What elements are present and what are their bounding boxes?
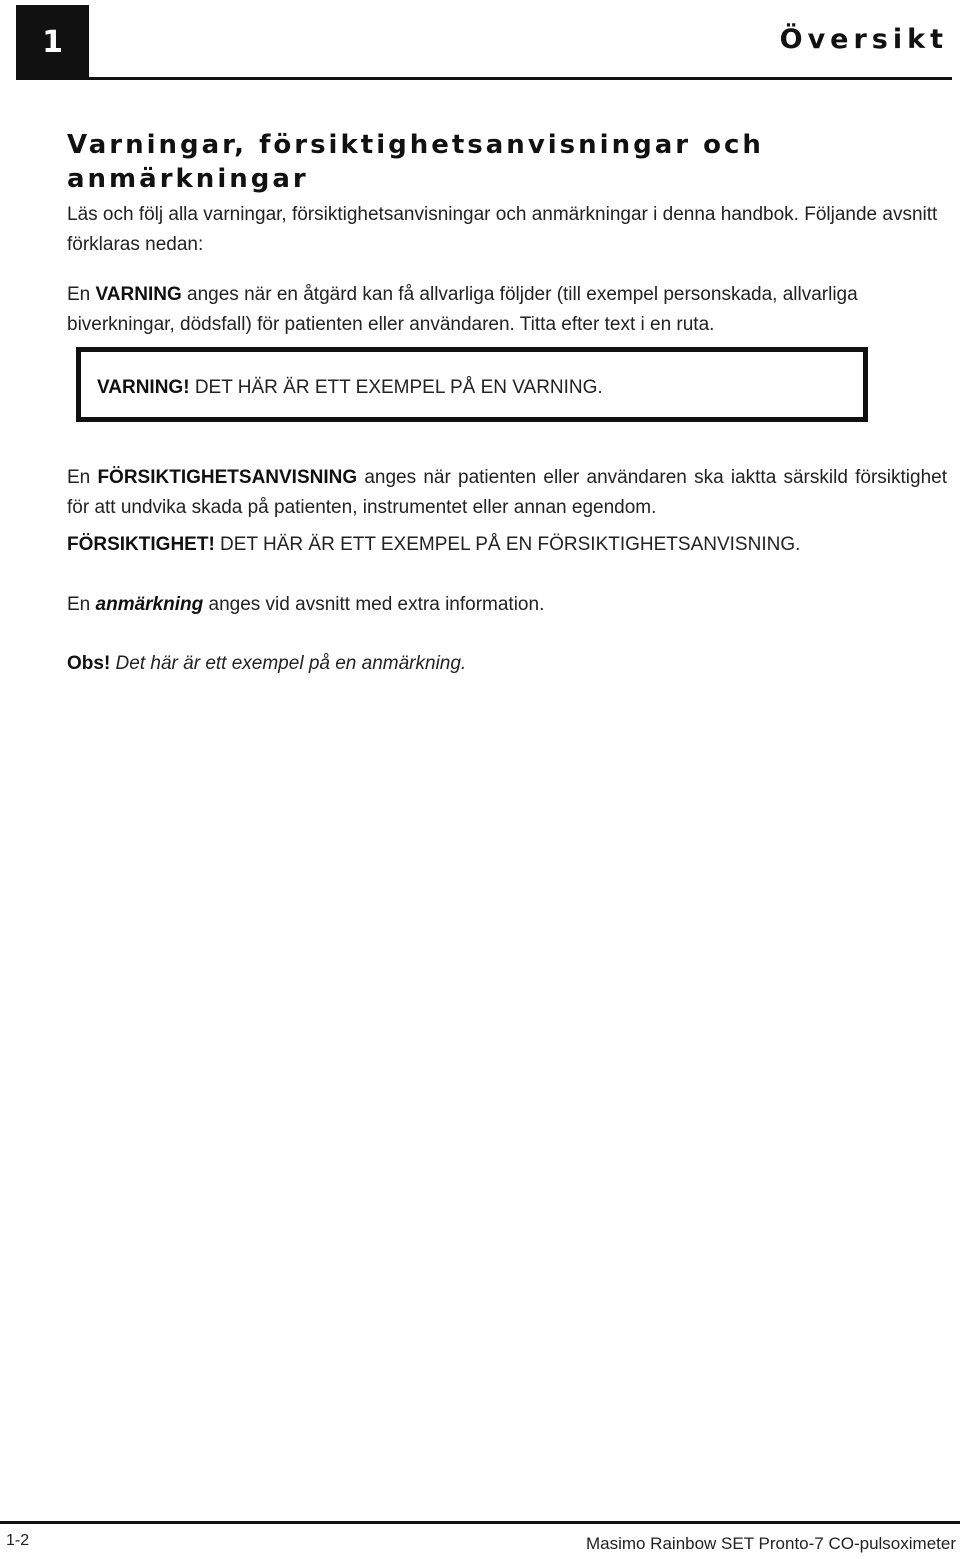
note-definition-text: anges vid avsnitt med extra information. bbox=[203, 594, 545, 615]
caution-example-text: DET HÄR ÄR ETT EXEMPEL PÅ EN FÖRSIKTIGHETSANVISNING. bbox=[214, 534, 801, 555]
footer-divider bbox=[0, 1521, 960, 1524]
warning-definition-paragraph bbox=[67, 280, 947, 340]
caution-label: FÖRSIKTIGHET! bbox=[67, 534, 215, 555]
note-term: anmärkning bbox=[95, 594, 204, 615]
caution-term: FÖRSIKTIGHETSANVISNING bbox=[97, 467, 358, 488]
caution-example-paragraph bbox=[67, 530, 947, 560]
product-name: Masimo Rainbow SET Pronto-7 CO-pulsoximeter bbox=[585, 1534, 956, 1553]
note-definition-prefix: En bbox=[67, 594, 96, 615]
caution-definition-paragraph bbox=[67, 463, 947, 523]
page-number: 1-2 bbox=[6, 1532, 30, 1549]
warning-definition-text: anges när en åtgärd kan få allvarliga följder (till exempel personskada, allvarliga biverkningar, dödsfall) för patienten eller användaren. Titta efter text i en ruta. bbox=[67, 284, 858, 335]
intro-paragraph bbox=[67, 200, 947, 260]
note-example-text: Det här är ett exempel på en anmärkning. bbox=[110, 653, 467, 674]
chapter-number: 1 bbox=[42, 24, 63, 60]
chapter-title: Översikt bbox=[779, 24, 948, 55]
note-example-paragraph bbox=[67, 649, 947, 679]
warning-term: VARNING bbox=[95, 284, 182, 305]
chapter-number-box bbox=[16, 5, 89, 79]
warning-definition-prefix: En bbox=[67, 284, 96, 305]
warning-example bbox=[97, 375, 603, 401]
note-label: Obs! bbox=[67, 653, 111, 674]
warning-label: VARNING! bbox=[97, 377, 190, 398]
intro-text: Läs och följ alla varningar, försiktighetsanvisningar och anmärkningar i denna handbok. Följande avsnitt förklaras nedan: bbox=[67, 204, 938, 255]
warning-example-text: DET HÄR ÄR ETT EXEMPEL PÅ EN VARNING. bbox=[189, 377, 603, 398]
note-definition-paragraph bbox=[67, 590, 947, 620]
warning-example-box bbox=[76, 347, 868, 422]
caution-definition-text: anges när patienten eller användaren ska iaktta särskild försiktighet för att undvika skada på patienten, instrumentet eller annan egendom. bbox=[67, 467, 947, 518]
caution-definition-prefix: En bbox=[67, 467, 98, 488]
header-divider bbox=[16, 77, 952, 80]
section-heading: Varningar, försiktighetsanvisningar och anmärkningar bbox=[67, 130, 764, 194]
